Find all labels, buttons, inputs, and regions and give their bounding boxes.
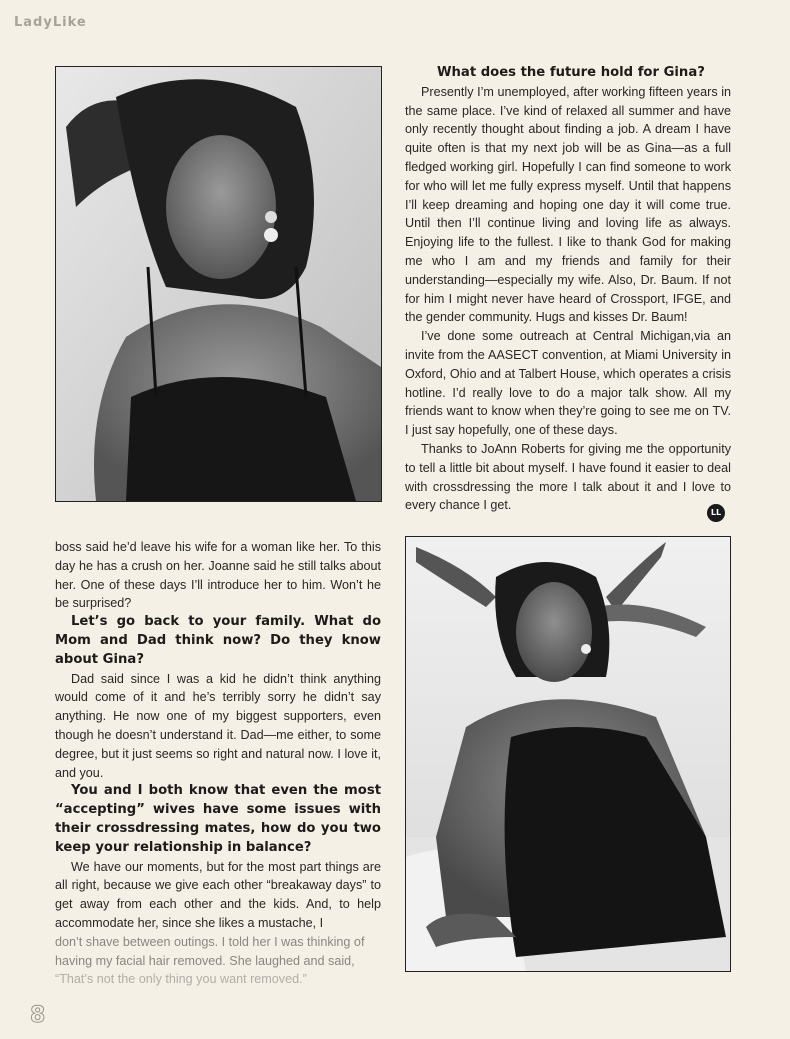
paragraph-family: Dad said since I was a kid he didn’t think anything would come of it and he’s terribly sorry he didn’t say anything. He now one of my biggest supporters, even though he doesn’t understand it. Dad—me either, to some degree, but it just seems so right and natural now. I love it, and you. (55, 671, 381, 780)
masthead: LadyLike (14, 15, 87, 30)
paragraph-wives-2: don’t shave between outings. I told her I was thinking of (55, 934, 365, 949)
portrait-photo-bottom (405, 536, 731, 972)
right-column-text (405, 64, 731, 515)
paragraph-boss: boss said he’d leave his wife for a woman like her. To this day he has a crush on her. Joanne said he still talks about her. One of these days I’ll introduce her to him. Won’t he be surprised? (55, 540, 381, 611)
portrait-photo-top (55, 66, 382, 502)
question-family: Let’s go back to your family. What do Mom and Dad think now? Do they know about Gina? (55, 614, 381, 667)
paragraph-wives-1: We have our moments, but for the most part things are all right, because we give each other “breakaway days” to get away from each other and the kids. And, to help accommodate her, since she likes a mustache, I (55, 859, 381, 930)
question-future: What does the future hold for Gina? (437, 65, 705, 80)
paragraph-wives-4: “That’s not the only thing you want removed.” (55, 972, 307, 987)
page-number: 8 (30, 1003, 47, 1028)
question-wives: You and I both know that even the most “accepting” wives have some issues with their crossdressing mates, how do you two keep your relationship in balance? (55, 783, 381, 855)
paragraph-future: Presently I’m unemployed, after working fifteen years in the same place. I’ve kind of relaxed all summer and have only recently thought about finding a job. A dream I have quite often is that my next job will be as Gina—as a full fledged working girl. Hopefully I can find someone to work for who will let me fully express myself. Until that happens I’ll keep dreaming and hoping one day it will come true. Until then I’ll continue living and loving life as always. Enjoying life to the fullest. I like to thank God for making me who I am and my friends and family for their understanding—especially my wife. Also, Dr. Baum. If not for him I might never have heard of Crossport, IFGE, and the gender community. Hugs and kisses Dr. Baum! (405, 84, 731, 325)
paragraph-thanks: Thanks to JoAnn Roberts for giving me the opportunity to tell a little bit about myself. I have found it easier to deal with crossdressing the more I talk about it and I love to every chance I get. (405, 441, 731, 513)
left-column-text (55, 538, 381, 989)
paragraph-outreach: I’ve done some outreach at Central Michigan,via an invite from the AASECT convention, at Miami University in Oxford, Ohio and at Talbert House, which operates a crisis hotline. I’d really love to do a major talk show. All my friends want to know when they’re going to see me on TV. I just say hopefully, one of these days. (405, 329, 731, 438)
paragraph-wives-3: having my facial hair removed. She laughed and said, (55, 953, 355, 968)
end-mark-logo: LL (707, 504, 725, 522)
